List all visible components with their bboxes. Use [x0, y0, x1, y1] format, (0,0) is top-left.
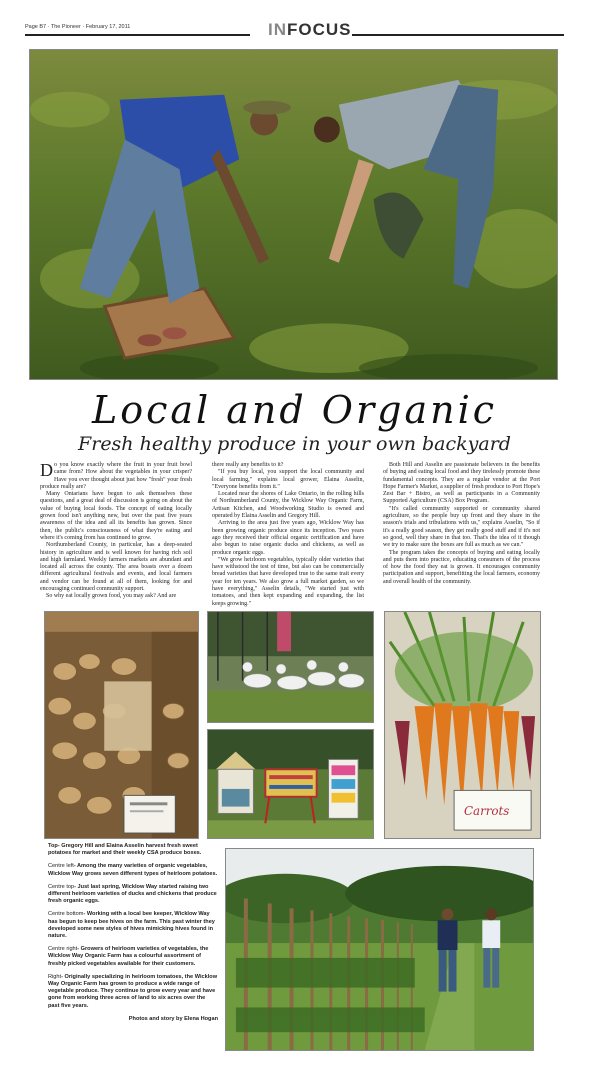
- col1-para-4: So why eat locally grown food, you may ask? And are: [46, 593, 177, 600]
- hero-photo-art: [30, 50, 557, 379]
- potatoes-photo-art: [45, 612, 198, 838]
- section-title: [268, 20, 352, 40]
- col2-para-3: Located near the shores of Lake Ontario, in the rolling hills of Northumberland County, the Wicklow Way Organic Farm, Artisan Kitchen, and Woodworking Studio is owned and operated by Elaina Asselin and Gregory Hill.: [212, 491, 364, 520]
- caption-centre-left: [48, 863, 218, 877]
- photo-credit: Photos and story by Elena Hogan: [128, 1015, 218, 1022]
- caption-lead: Centre right: [48, 946, 78, 953]
- ducks-photo: [207, 611, 374, 723]
- carrots-photo: [384, 611, 541, 839]
- col2-para-1: there really any benefits to it?: [212, 462, 284, 468]
- carrots-photo-art: [385, 612, 540, 838]
- caption-text: - Gregory Hill and Elaina Asselin harvest fresh sweet potatoes for market and their weekly CSA produce boxes.: [48, 843, 202, 857]
- col3-para-2: "It's called community supported or community shared agriculture, so the people buy up front and they share in the season's trials and tribulations with us," explains Asselin, "So if it's a really good season, they get really good stuff and if it's not so good, well they share in that too. That's the idea of it though we try to make sure the boxes are full as much as we can.": [383, 505, 540, 549]
- caption-centre-top: [48, 884, 218, 906]
- caption-lead: Top: [48, 843, 58, 849]
- col1-para-2: Many Ontarians have begun to ask themselves these questions, and a great deal of discussion is going on about the value of buying local foods. The concept of eating locally grown food isn't anything new, but over the past five years awareness of the idea and all its benefits has grown. Since then, the public's consciousness of what they're eating and where it's coming from has continued to grow.: [40, 491, 192, 541]
- caption-top: [48, 843, 218, 857]
- caption-right: [48, 974, 218, 1010]
- caption-lead: Centre top: [48, 883, 75, 890]
- article-column-1: [40, 462, 192, 601]
- article-column-2: [212, 462, 364, 608]
- col2-para-2: "If you buy local, you support the local community and local farming," explains local grower, Elaina Asselin, "Everyone benefits from it.": [212, 469, 364, 490]
- col3-para-1: Both Hill and Asselin are passionate believers in the benefits of buying and eating local food and they tirelessly promote these fundamental concepts. They are a regular vendor at the Port Hope Farmer's Market, a supplier of fresh produce to Port Hope's Zest Bar + Bistro, as well as participants in a Community Supported Agriculture (CSA) Box Program.: [383, 462, 540, 505]
- col1-para-3: Northumberland County, in particular, has a deep-seated history in agriculture and is well known for having rich soil and high farmland. Weekly farmers markets are abundant and located all across the county. The area boasts over a dozen different agricultural festivals and events, and local farmers and vendor can be found at all of them, looking for and encouraging continued community support.: [40, 542, 192, 593]
- carrots-sign-text: Carrots: [463, 804, 510, 819]
- caption-text: - Growers of heirloom varieties of vegetables, the Wicklow Way Organic Farm has a colourful assortment of freshly picked vegetables available for their customers.: [48, 946, 209, 967]
- col1-para-1: [40, 462, 192, 491]
- caption-text: - Among the many varieties of organic vegetables, Wicklow Way grows seven different types of heirloom potatoes.: [48, 863, 218, 877]
- potatoes-photo: [44, 611, 199, 839]
- caption-lead: Centre left: [48, 863, 74, 870]
- caption-lead: Right: [48, 973, 62, 980]
- headline-subtitle: Fresh healthy produce in your own backyard: [78, 433, 511, 455]
- section-rest: FOCUS: [287, 20, 352, 39]
- headline-title: Local and Organic: [91, 388, 498, 432]
- beehives-photo: [207, 729, 374, 839]
- ducks-photo-art: [208, 612, 373, 722]
- caption-centre-bottom: [48, 911, 218, 940]
- photo-captions: [48, 843, 218, 1029]
- header-rule-right: [352, 34, 564, 36]
- caption-lead: Centre bottom: [48, 911, 84, 918]
- article-column-3: [383, 462, 540, 586]
- field-photo-art: [226, 849, 533, 1050]
- hero-photo: [29, 49, 558, 380]
- folio-line: Page B7 · The Pioneer · February 17, 2011: [25, 24, 131, 30]
- col2-para-5: "We grow heirloom vegetables, typically older varieties that have withstood the test of time, but also can be commercially bread varieties that have developed true to the same trait every year for ten years. We also grow a full market garden, so we have everything," Asselin details, "We started just with tomatoes, and then kept expanding and expanding, the list keeps growing.": [212, 556, 364, 607]
- caption-text: - Just last spring, Wicklow Way started raising two different heirloom varieties of ducks and chickens that produce fresh organic eggs.: [48, 883, 217, 905]
- caption-centre-right: [48, 946, 218, 968]
- section-prefix: IN: [268, 20, 287, 39]
- col3-para-3: The program takes the concepts of buying and eating locally and puts them into practice, educating consumers of the process of how the food they eat is grown. It encourages community participation and support, benefitting the local farmers, economy and overall health of the community.: [383, 549, 540, 585]
- caption-text: - Working with a local bee keeper, Wicklow Way has begun to keep bee hives on the farm. This past winter they developed some new styles of hives mimicking hives found in nature.: [48, 911, 215, 940]
- caption-text: - Originally specializing in heirloom tomatoes, the Wicklow Way Organic Farm has grown to produce a wide range of vegetable produce. They continue to grow every year and have gone from working three acres of land to six acres over the past five years.: [48, 973, 218, 1009]
- col2-para-4: Arriving to the area just five years ago, Wicklow Way has been growing organic produce since its inception. Two years ago they received their official organic certification and have also begun to raise organic ducks and chickens, as well as produce organic eggs.: [212, 520, 364, 556]
- drop-cap: D: [40, 460, 53, 480]
- col1-para-1-text: o you know exactly where the fruit in your fruit bowl came from? How about the vegetables in your crisper? Have you ever thought about just how "fresh" your fresh produce really are?: [40, 462, 192, 490]
- beehives-photo-art: [208, 730, 373, 838]
- field-photo: [225, 848, 534, 1051]
- header-rule-left: [25, 34, 250, 36]
